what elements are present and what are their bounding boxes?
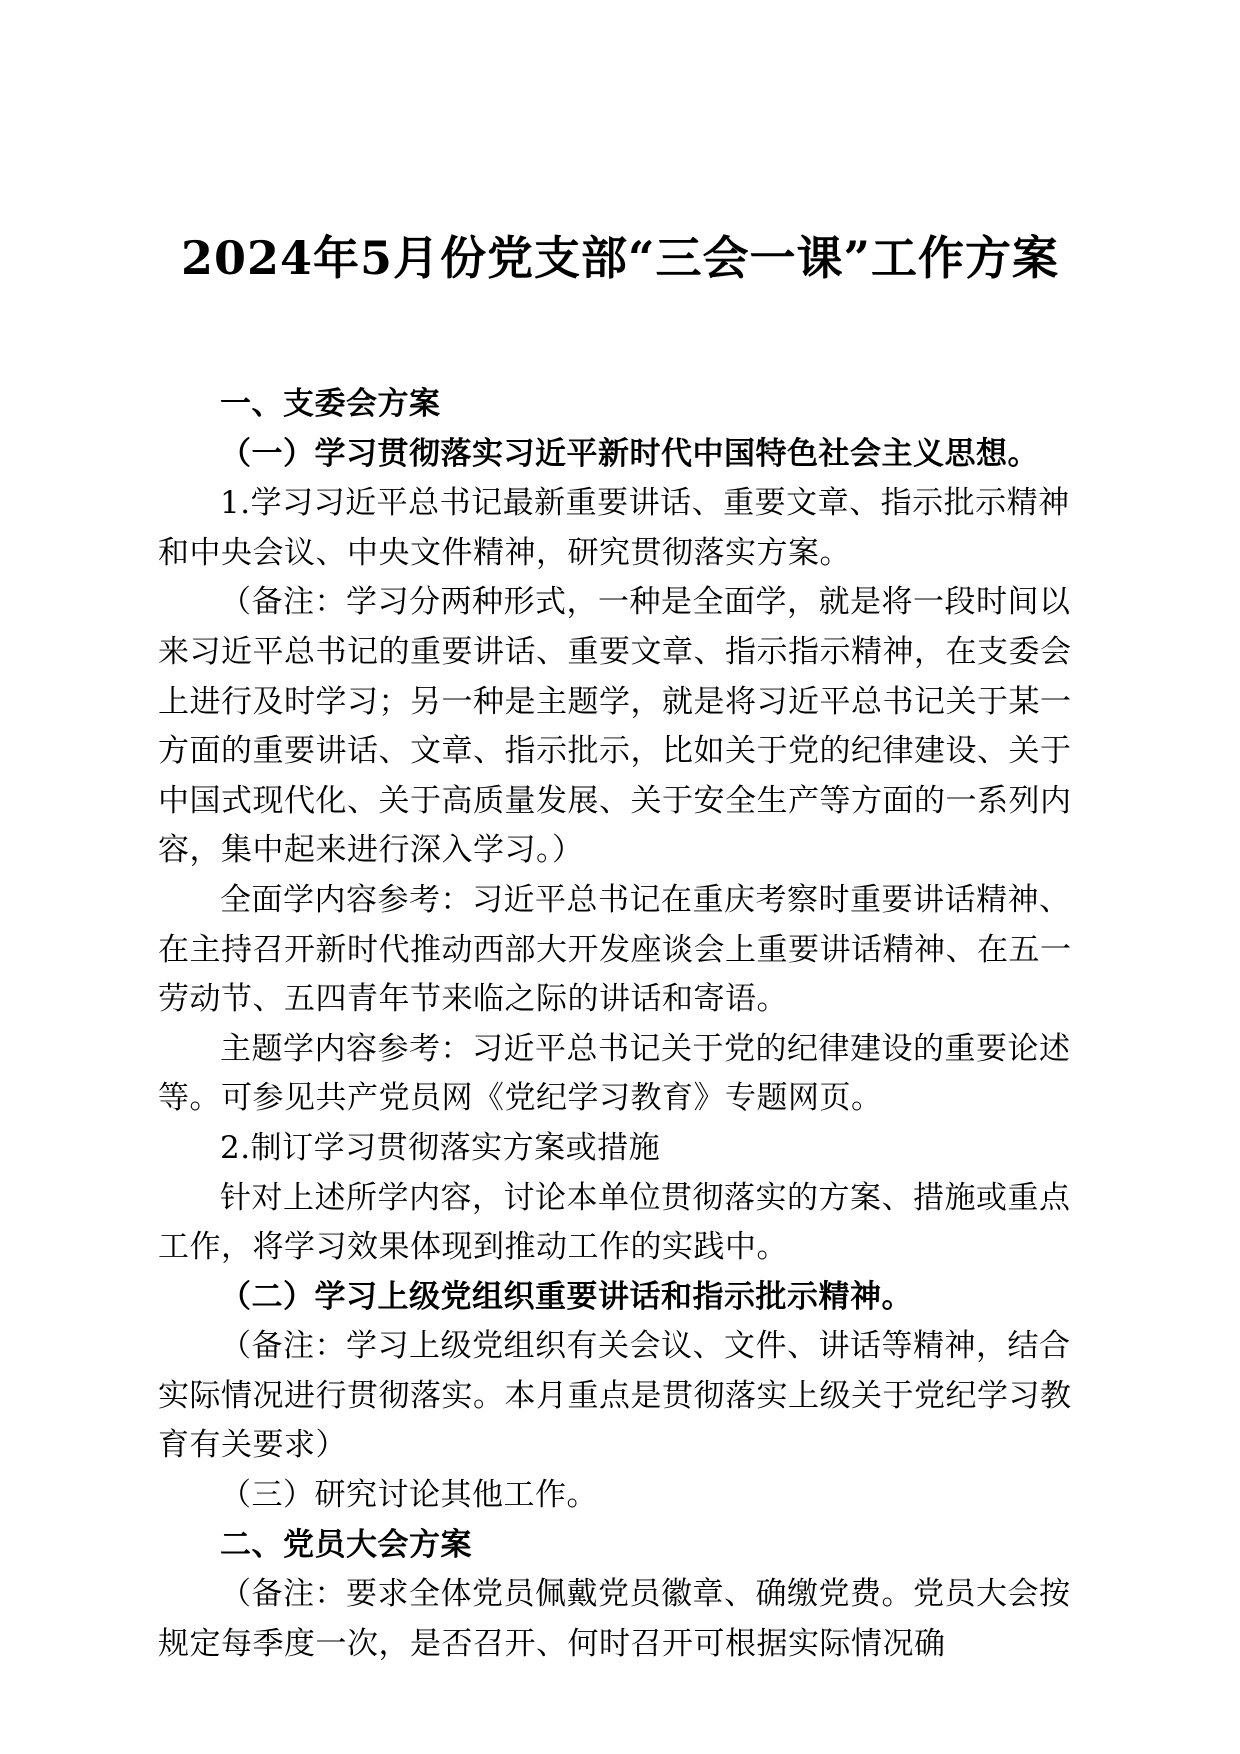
subsection-heading-other-work: （三）研究讨论其他工作。 [220,1477,598,1514]
paragraph-item-1: 1.学习习近平总书记最新重要讲话、重要文章、指示批示精神和中央会议、中央文件精神，研究贯彻落实方案。 [158,485,1070,571]
section-heading-branch-committee: 一、支委会方案 [220,386,441,422]
paragraph-thematic-study-reference: 主题学内容参考：习近平总书记关于党的纪律建设的重要论述等。可参见共产党员网《党纪学习教育》专题网页。 [158,1030,1071,1117]
document-title: 2024年5月份党支部“三会一课”工作方案 [181,231,1059,285]
paragraph-comprehensive-study-reference: 全面学内容参考：习近平总书记在重庆考察时重要讲话精神、在主持召开新时代推动西部大开发座谈会上重要讲话精神、在五一劳动节、五四青年节来临之际的讲话和寄语。 [158,881,1072,1018]
paragraph-note-study-forms: （备注：学习分两种形式，一种是全面学，就是将一段时间以来习近平总书记的重要讲话、重要文章、指示指示精神，在支委会上进行及时学习；另一种是主题学，就是将习近平总书记关于某一方面的重要讲话、文章、指示批示，比如关于党的纪律建设、关于中国式现代化、关于高质量发展、关于安全生产等方面的一系列内容，集中起来进行深入学习。） [158,584,1072,869]
document-body [158,380,1078,1669]
subsection-heading-study-thought: （一）学习贯彻落实习近平新时代中国特色社会主义思想。 [220,435,1039,472]
paragraph-note-party-member-meeting: （备注：要求全体党员佩戴党员徽章、确缴党费。党员大会按规定每季度一次，是否召开、何时召开可根据实际情况确 [158,1576,1071,1662]
paragraph-item-2: 2.制订学习贯彻落实方案或措施 [220,1129,661,1166]
paragraph-note-superior-instructions: （备注：学习上级党组织有关会议、文件、讲话等精神，结合实际情况进行贯彻落实。本月重点是贯彻落实上级关于党纪学习教育有关要求） [158,1328,1072,1464]
section-heading-party-member-meeting: 二、党员大会方案 [220,1526,472,1563]
subsection-heading-superior-instructions: （二）学习上级党组织重要讲话和指示批示精神。 [220,1278,913,1315]
paragraph-implementation-plan: 针对上述所学内容，讨论本单位贯彻落实的方案、措施或重点工作，将学习效果体现到推动工作的实践中。 [158,1179,1071,1266]
